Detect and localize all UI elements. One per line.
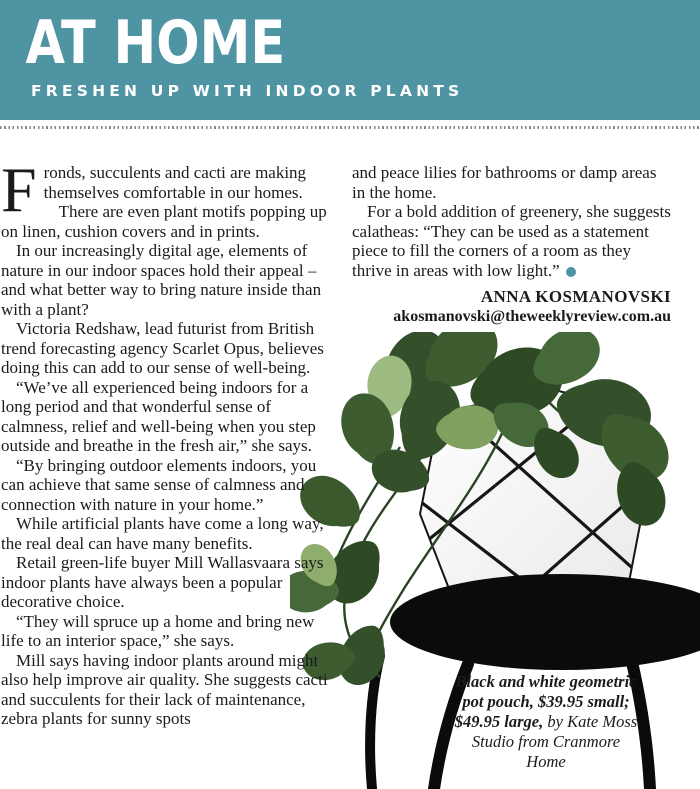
- article-paragraph: “They will spruce up a home and bring new life to an interior space,” she says.: [1, 611, 315, 650]
- caption-credit: by Kate Moss Studio from Cranmore Home: [471, 712, 638, 771]
- section-title: AT HOME: [25, 8, 286, 78]
- article-paragraph: “By bringing outdoor elements indoors, you can achieve that same sense of calmness and connection with nature in your home.”: [1, 455, 317, 514]
- article-paragraph: Fronds, succulents and cacti are making themselves comfortable in our homes.: [1, 154, 307, 225]
- article-paragraph: For a bold addition of greenery, she suggests calatheas: “They can be used as a statement piece to fill the corners of a room as they thrive in areas with low light.”: [352, 202, 671, 280]
- author-email: akosmanovski@theweeklyreview.com.au: [393, 307, 671, 325]
- photo-caption: [451, 672, 641, 772]
- article-paragraph: In our increasingly digital age, elements of nature in our indoor spaces hold their appeal – and what better way to bring nature inside than with a plant?: [1, 241, 322, 319]
- article-paragraph: and peace lilies for bathrooms or damp areas in the home.: [352, 163, 657, 202]
- article-column-right: [352, 163, 671, 326]
- dotted-divider: [0, 126, 700, 129]
- article-column-left: [1, 154, 339, 729]
- article-end-marker: [566, 267, 576, 277]
- article-paragraph: Retail green-life buyer Mill Wallasvaara says indoor plants have always been a popular decorative choice.: [1, 553, 324, 611]
- article-paragraph: Victoria Redshaw, lead futurist from British trend forecasting agency Scarlet Opus, believes doing this can add to our sense of well-being.: [1, 319, 324, 377]
- drop-cap: F: [1, 154, 37, 225]
- article-paragraph: There are even plant motifs popping up on linen, cushion covers and in prints.: [1, 202, 327, 241]
- author-byline: ANNA KOSMANOVSKI: [480, 287, 671, 306]
- article-paragraph: Mill says having indoor plants around might also help improve air quality. She suggests cacti and succulents for their lack of maintenance, zebra plants for sunny spots: [1, 650, 328, 728]
- article-paragraph: While artificial plants have come a long way, the real deal can have many benefits.: [1, 514, 324, 553]
- section-banner: [0, 0, 700, 120]
- section-subtitle: FRESHEN UP WITH INDOOR PLANTS: [31, 82, 464, 100]
- caption-product: Black and white geometric pot pouch, $39.95 small; $49.95 large,: [454, 672, 637, 731]
- article-paragraph: “We’ve all experienced being indoors for a long period and that wonderful sense of calmness, relief and well-being when you step outside and breathe in the fresh air,” she says.: [1, 377, 316, 455]
